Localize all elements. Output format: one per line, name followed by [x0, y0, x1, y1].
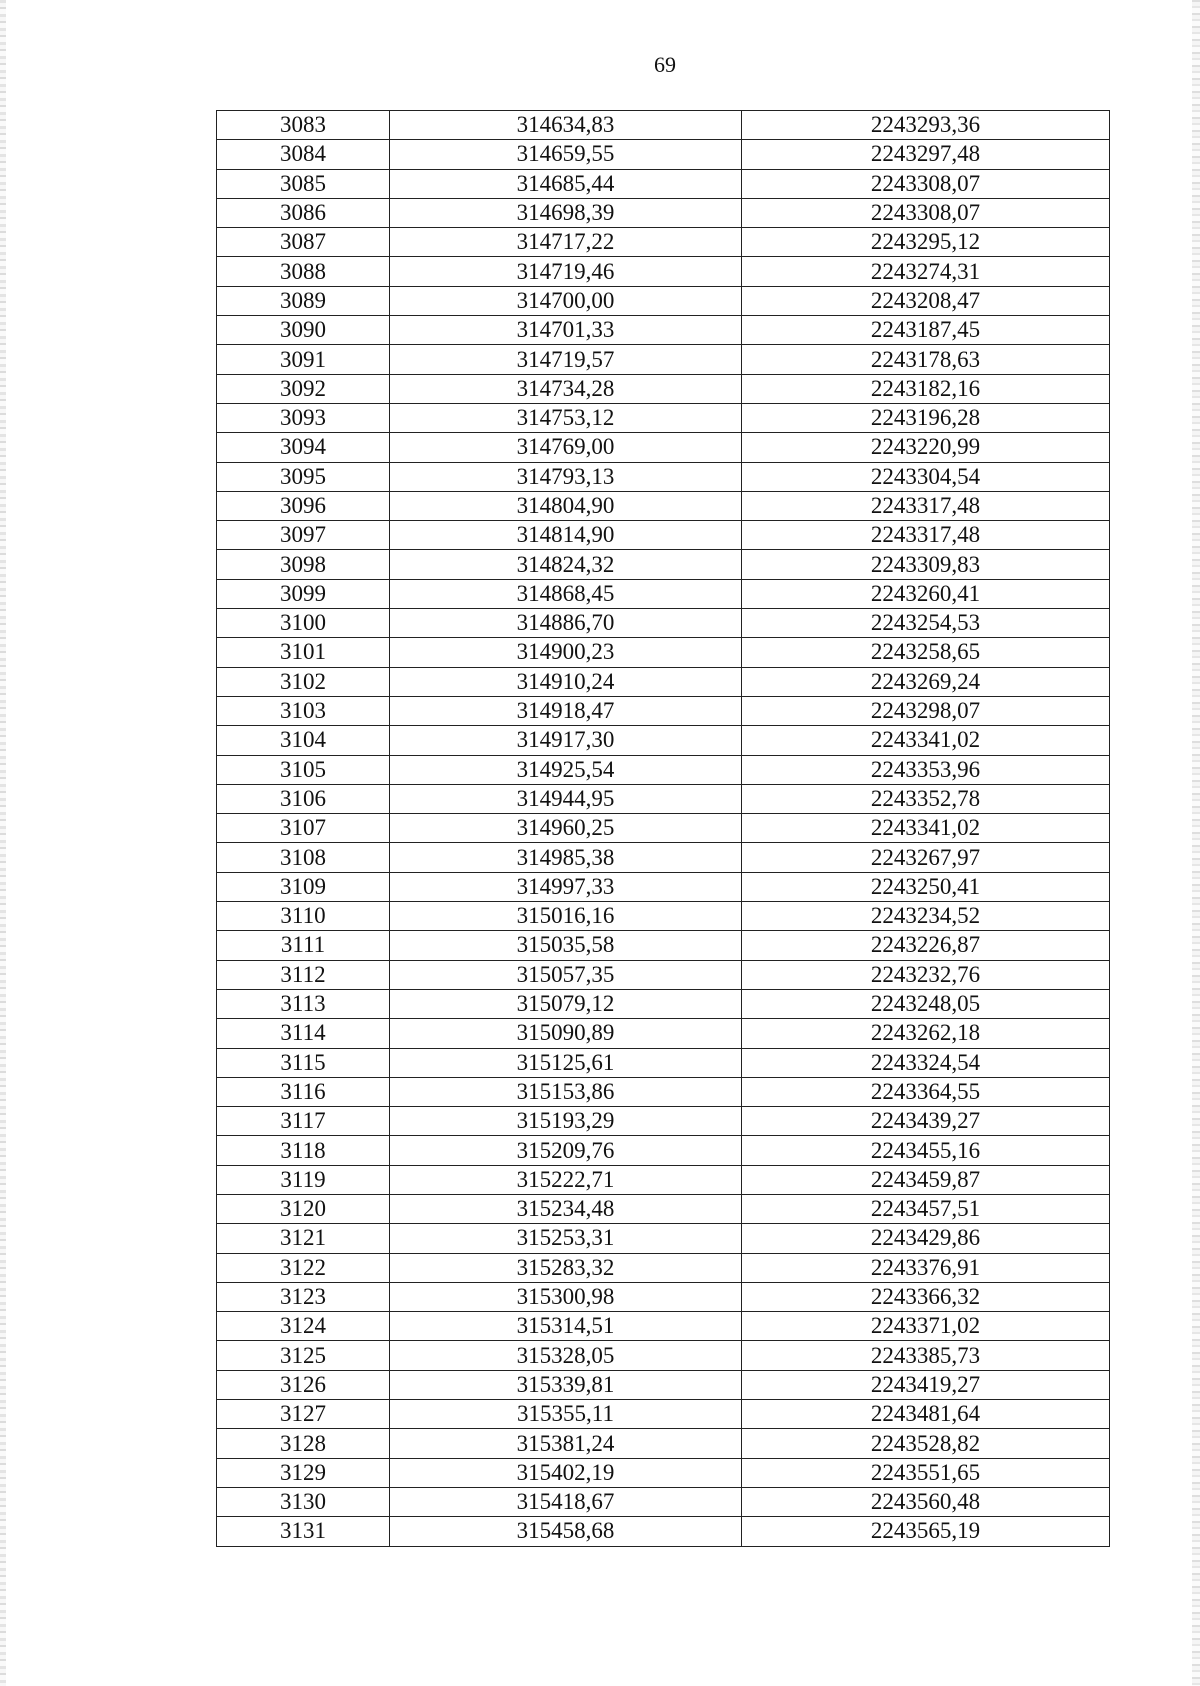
- point-number-cell: 3105: [217, 755, 390, 784]
- y-coordinate-cell: 2243459,87: [742, 1165, 1110, 1194]
- y-coordinate-cell: 2243234,52: [742, 902, 1110, 931]
- y-coordinate-cell: 2243376,91: [742, 1253, 1110, 1282]
- table-row: [217, 374, 1110, 403]
- x-coordinate-cell: 315153,86: [390, 1077, 742, 1106]
- x-coordinate-cell: 314917,30: [390, 726, 742, 755]
- x-coordinate-cell: 314886,70: [390, 609, 742, 638]
- x-coordinate-cell: 315234,48: [390, 1194, 742, 1223]
- point-number-cell: 3122: [217, 1253, 390, 1282]
- y-coordinate-cell: 2243248,05: [742, 989, 1110, 1018]
- x-coordinate-cell: 314997,33: [390, 872, 742, 901]
- point-number-cell: 3124: [217, 1312, 390, 1341]
- page-number: 69: [654, 52, 676, 77]
- point-number-cell: 3125: [217, 1341, 390, 1370]
- x-coordinate-cell: 315402,19: [390, 1458, 742, 1487]
- x-coordinate-cell: 314701,33: [390, 316, 742, 345]
- x-coordinate-cell: 314753,12: [390, 403, 742, 432]
- x-coordinate-cell: 314814,90: [390, 521, 742, 550]
- x-coordinate-cell: 315253,31: [390, 1224, 742, 1253]
- table-row: [217, 286, 1110, 315]
- y-coordinate-cell: 2243269,24: [742, 667, 1110, 696]
- table-row: [217, 1048, 1110, 1077]
- table-row: [217, 1253, 1110, 1282]
- x-coordinate-cell: 314910,24: [390, 667, 742, 696]
- table-row: [217, 228, 1110, 257]
- y-coordinate-cell: 2243308,07: [742, 169, 1110, 198]
- y-coordinate-cell: 2243565,19: [742, 1517, 1110, 1546]
- point-number-cell: 3085: [217, 169, 390, 198]
- table-row: [217, 1194, 1110, 1223]
- y-coordinate-cell: 2243274,31: [742, 257, 1110, 286]
- table-row: [217, 1165, 1110, 1194]
- x-coordinate-cell: 314900,23: [390, 638, 742, 667]
- point-number-cell: 3093: [217, 403, 390, 432]
- point-number-cell: 3127: [217, 1400, 390, 1429]
- table-row: [217, 1136, 1110, 1165]
- y-coordinate-cell: 2243341,02: [742, 814, 1110, 843]
- table-row: [217, 433, 1110, 462]
- x-coordinate-cell: 314719,57: [390, 345, 742, 374]
- table-row: [217, 784, 1110, 813]
- point-number-cell: 3086: [217, 198, 390, 227]
- table-row: [217, 902, 1110, 931]
- table-row: [217, 1341, 1110, 1370]
- point-number-cell: 3099: [217, 579, 390, 608]
- x-coordinate-cell: 315381,24: [390, 1429, 742, 1458]
- point-number-cell: 3104: [217, 726, 390, 755]
- table-row: [217, 316, 1110, 345]
- point-number-cell: 3095: [217, 462, 390, 491]
- table-row: [217, 1077, 1110, 1106]
- y-coordinate-cell: 2243364,55: [742, 1077, 1110, 1106]
- y-coordinate-cell: 2243196,28: [742, 403, 1110, 432]
- coordinates-table: [216, 110, 1110, 1547]
- point-number-cell: 3096: [217, 491, 390, 520]
- point-number-cell: 3119: [217, 1165, 390, 1194]
- y-coordinate-cell: 2243304,54: [742, 462, 1110, 491]
- x-coordinate-cell: 314685,44: [390, 169, 742, 198]
- point-number-cell: 3087: [217, 228, 390, 257]
- table-row: [217, 1487, 1110, 1516]
- y-coordinate-cell: 2243324,54: [742, 1048, 1110, 1077]
- y-coordinate-cell: 2243455,16: [742, 1136, 1110, 1165]
- point-number-cell: 3123: [217, 1282, 390, 1311]
- x-coordinate-cell: 314868,45: [390, 579, 742, 608]
- point-number-cell: 3083: [217, 111, 390, 140]
- table-row: [217, 403, 1110, 432]
- x-coordinate-cell: 315458,68: [390, 1517, 742, 1546]
- table-row: [217, 462, 1110, 491]
- y-coordinate-cell: 2243317,48: [742, 521, 1110, 550]
- table-row: [217, 491, 1110, 520]
- point-number-cell: 3112: [217, 960, 390, 989]
- y-coordinate-cell: 2243439,27: [742, 1107, 1110, 1136]
- x-coordinate-cell: 315355,11: [390, 1400, 742, 1429]
- point-number-cell: 3111: [217, 931, 390, 960]
- table-row: [217, 140, 1110, 169]
- table-row: [217, 345, 1110, 374]
- table-row: [217, 755, 1110, 784]
- point-number-cell: 3101: [217, 638, 390, 667]
- y-coordinate-cell: 2243366,32: [742, 1282, 1110, 1311]
- x-coordinate-cell: 314717,22: [390, 228, 742, 257]
- y-coordinate-cell: 2243226,87: [742, 931, 1110, 960]
- table-row: [217, 1282, 1110, 1311]
- table-row: [217, 111, 1110, 140]
- x-coordinate-cell: 315125,61: [390, 1048, 742, 1077]
- table-row: [217, 198, 1110, 227]
- table-row: [217, 638, 1110, 667]
- point-number-cell: 3129: [217, 1458, 390, 1487]
- table-row: [217, 814, 1110, 843]
- point-number-cell: 3088: [217, 257, 390, 286]
- x-coordinate-cell: 314918,47: [390, 696, 742, 725]
- table-row: [217, 550, 1110, 579]
- table-row: [217, 169, 1110, 198]
- point-number-cell: 3102: [217, 667, 390, 696]
- y-coordinate-cell: 2243267,97: [742, 843, 1110, 872]
- table-row: [217, 257, 1110, 286]
- table-row: [217, 843, 1110, 872]
- x-coordinate-cell: 314659,55: [390, 140, 742, 169]
- x-coordinate-cell: 314719,46: [390, 257, 742, 286]
- y-coordinate-cell: 2243297,48: [742, 140, 1110, 169]
- x-coordinate-cell: 314944,95: [390, 784, 742, 813]
- y-coordinate-cell: 2243182,16: [742, 374, 1110, 403]
- table-row: [217, 1224, 1110, 1253]
- point-number-cell: 3113: [217, 989, 390, 1018]
- y-coordinate-cell: 2243308,07: [742, 198, 1110, 227]
- table-row: [217, 696, 1110, 725]
- coordinates-table-body: [217, 111, 1110, 1547]
- y-coordinate-cell: 2243232,76: [742, 960, 1110, 989]
- x-coordinate-cell: 314769,00: [390, 433, 742, 462]
- point-number-cell: 3084: [217, 140, 390, 169]
- point-number-cell: 3098: [217, 550, 390, 579]
- y-coordinate-cell: 2243258,65: [742, 638, 1110, 667]
- y-coordinate-cell: 2243528,82: [742, 1429, 1110, 1458]
- point-number-cell: 3091: [217, 345, 390, 374]
- point-number-cell: 3106: [217, 784, 390, 813]
- table-row: [217, 521, 1110, 550]
- point-number-cell: 3126: [217, 1370, 390, 1399]
- point-number-cell: 3100: [217, 609, 390, 638]
- point-number-cell: 3090: [217, 316, 390, 345]
- table-row: [217, 1370, 1110, 1399]
- table-row: [217, 1019, 1110, 1048]
- table-row: [217, 726, 1110, 755]
- x-coordinate-cell: 314634,83: [390, 111, 742, 140]
- x-coordinate-cell: 314925,54: [390, 755, 742, 784]
- table-row: [217, 1429, 1110, 1458]
- y-coordinate-cell: 2243309,83: [742, 550, 1110, 579]
- x-coordinate-cell: 315016,16: [390, 902, 742, 931]
- y-coordinate-cell: 2243560,48: [742, 1487, 1110, 1516]
- scan-left-edge: [0, 0, 6, 1686]
- y-coordinate-cell: 2243262,18: [742, 1019, 1110, 1048]
- point-number-cell: 3121: [217, 1224, 390, 1253]
- y-coordinate-cell: 2243371,02: [742, 1312, 1110, 1341]
- y-coordinate-cell: 2243481,64: [742, 1400, 1110, 1429]
- y-coordinate-cell: 2243385,73: [742, 1341, 1110, 1370]
- point-number-cell: 3116: [217, 1077, 390, 1106]
- y-coordinate-cell: 2243429,86: [742, 1224, 1110, 1253]
- y-coordinate-cell: 2243178,63: [742, 345, 1110, 374]
- table-row: [217, 1400, 1110, 1429]
- x-coordinate-cell: 314698,39: [390, 198, 742, 227]
- x-coordinate-cell: 315035,58: [390, 931, 742, 960]
- y-coordinate-cell: 2243298,07: [742, 696, 1110, 725]
- point-number-cell: 3103: [217, 696, 390, 725]
- y-coordinate-cell: 2243457,51: [742, 1194, 1110, 1223]
- x-coordinate-cell: 314960,25: [390, 814, 742, 843]
- x-coordinate-cell: 315418,67: [390, 1487, 742, 1516]
- x-coordinate-cell: 315090,89: [390, 1019, 742, 1048]
- x-coordinate-cell: 315209,76: [390, 1136, 742, 1165]
- y-coordinate-cell: 2243341,02: [742, 726, 1110, 755]
- y-coordinate-cell: 2243254,53: [742, 609, 1110, 638]
- point-number-cell: 3110: [217, 902, 390, 931]
- point-number-cell: 3109: [217, 872, 390, 901]
- x-coordinate-cell: 314804,90: [390, 491, 742, 520]
- x-coordinate-cell: 315193,29: [390, 1107, 742, 1136]
- table-row: [217, 931, 1110, 960]
- point-number-cell: 3107: [217, 814, 390, 843]
- table-row: [217, 989, 1110, 1018]
- x-coordinate-cell: 315079,12: [390, 989, 742, 1018]
- y-coordinate-cell: 2243317,48: [742, 491, 1110, 520]
- table-row: [217, 667, 1110, 696]
- y-coordinate-cell: 2243295,12: [742, 228, 1110, 257]
- point-number-cell: 3089: [217, 286, 390, 315]
- y-coordinate-cell: 2243352,78: [742, 784, 1110, 813]
- y-coordinate-cell: 2243293,36: [742, 111, 1110, 140]
- y-coordinate-cell: 2243419,27: [742, 1370, 1110, 1399]
- point-number-cell: 3130: [217, 1487, 390, 1516]
- y-coordinate-cell: 2243250,41: [742, 872, 1110, 901]
- point-number-cell: 3115: [217, 1048, 390, 1077]
- y-coordinate-cell: 2243208,47: [742, 286, 1110, 315]
- x-coordinate-cell: 315057,35: [390, 960, 742, 989]
- point-number-cell: 3094: [217, 433, 390, 462]
- x-coordinate-cell: 315339,81: [390, 1370, 742, 1399]
- point-number-cell: 3118: [217, 1136, 390, 1165]
- y-coordinate-cell: 2243187,45: [742, 316, 1110, 345]
- table-row: [217, 1458, 1110, 1487]
- y-coordinate-cell: 2243260,41: [742, 579, 1110, 608]
- point-number-cell: 3131: [217, 1517, 390, 1546]
- table-row: [217, 960, 1110, 989]
- point-number-cell: 3097: [217, 521, 390, 550]
- table-row: [217, 1517, 1110, 1546]
- x-coordinate-cell: 315300,98: [390, 1282, 742, 1311]
- y-coordinate-cell: 2243551,65: [742, 1458, 1110, 1487]
- y-coordinate-cell: 2243220,99: [742, 433, 1110, 462]
- point-number-cell: 3117: [217, 1107, 390, 1136]
- x-coordinate-cell: 314824,32: [390, 550, 742, 579]
- x-coordinate-cell: 314985,38: [390, 843, 742, 872]
- table-row: [217, 1312, 1110, 1341]
- x-coordinate-cell: 314734,28: [390, 374, 742, 403]
- point-number-cell: 3114: [217, 1019, 390, 1048]
- table-row: [217, 872, 1110, 901]
- y-coordinate-cell: 2243353,96: [742, 755, 1110, 784]
- scan-right-edge: [1192, 0, 1200, 1686]
- table-row: [217, 1107, 1110, 1136]
- table-row: [217, 579, 1110, 608]
- table-row: [217, 609, 1110, 638]
- point-number-cell: 3128: [217, 1429, 390, 1458]
- x-coordinate-cell: 315328,05: [390, 1341, 742, 1370]
- x-coordinate-cell: 315283,32: [390, 1253, 742, 1282]
- x-coordinate-cell: 314700,00: [390, 286, 742, 315]
- x-coordinate-cell: 315314,51: [390, 1312, 742, 1341]
- point-number-cell: 3120: [217, 1194, 390, 1223]
- x-coordinate-cell: 314793,13: [390, 462, 742, 491]
- x-coordinate-cell: 315222,71: [390, 1165, 742, 1194]
- point-number-cell: 3108: [217, 843, 390, 872]
- point-number-cell: 3092: [217, 374, 390, 403]
